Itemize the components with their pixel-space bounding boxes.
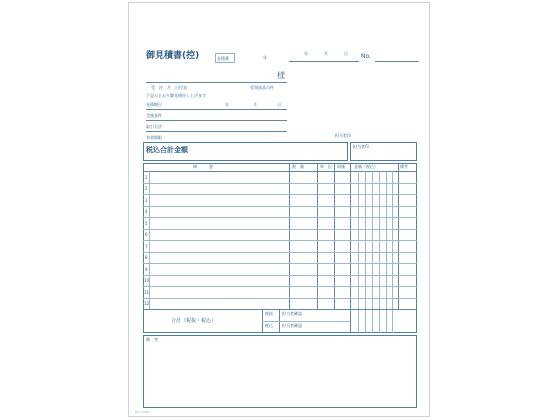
payment-terms: 取引方法 [146, 124, 162, 129]
row-line [143, 240, 417, 241]
valid-period: 有効期限 [146, 135, 162, 140]
row-number: 5 [145, 221, 148, 226]
row-line [143, 206, 417, 207]
day-label: 日 [344, 51, 348, 56]
intro-line: 下記のとおり御見積申し上げます [146, 93, 206, 98]
row-line [143, 275, 417, 276]
row-line [143, 229, 417, 230]
valid-year: 年 [225, 102, 229, 107]
valid-underline [146, 109, 287, 110]
no-underline [375, 61, 419, 62]
no-label: No. [361, 53, 371, 60]
row-number: 2 [145, 186, 148, 191]
header-divider [143, 171, 417, 172]
sum-mid-line [262, 321, 350, 322]
note-right-1: 担当者確認 [282, 311, 302, 316]
notes-label: 備 考 [146, 337, 158, 342]
row-line [143, 286, 417, 287]
stamp-label: 担当者印 [335, 133, 351, 138]
recipient-underline [146, 82, 287, 83]
row-line [143, 183, 417, 184]
row-number: 10 [144, 278, 150, 283]
row-number: 12 [144, 301, 150, 306]
remarks-col-line [398, 163, 399, 309]
estimate-form-sheet [128, 2, 430, 417]
payment-terms-underline [146, 131, 287, 132]
row-line [143, 298, 417, 299]
col-remarks: 備考 [400, 164, 408, 169]
qty-col-line [289, 163, 290, 309]
delivery-right: 受領部品の件 [250, 85, 274, 90]
col-unit: 単 位 [320, 164, 332, 169]
row-number: 3 [145, 198, 148, 203]
valid-month: 月 [253, 102, 257, 107]
form-title: 御見積書(控) [146, 51, 200, 61]
date-underline [289, 61, 359, 62]
amount-col-line [350, 163, 351, 333]
items-table [143, 163, 417, 333]
row-line [143, 217, 417, 218]
row-number: 6 [145, 232, 148, 237]
row-number: 4 [145, 209, 148, 214]
footer-code: ｷﾖｳ ﾐ-100 [135, 410, 149, 414]
delivery-label: 受 注 月 日付発 [151, 85, 187, 90]
delivery-terms: 受渡条件 [146, 113, 162, 118]
row-number: 8 [145, 255, 148, 260]
sum-label: 合計（税抜・税込） [171, 318, 217, 324]
total-label: 税込合計金額 [146, 146, 188, 154]
notes-box [143, 335, 417, 408]
valid-label: 見積期日 [146, 102, 162, 107]
table-body-end [143, 309, 417, 310]
col-qty: 数 量 [292, 164, 304, 169]
col-amount: 金額（税込） [354, 164, 378, 169]
row-number: 11 [144, 290, 150, 295]
issue-box [215, 53, 235, 63]
tax-label-1: 税抜 [265, 311, 273, 316]
note-right-2: 担当者確認 [282, 323, 302, 328]
tax-label-2: 税込 [265, 323, 273, 328]
row-number: 9 [145, 267, 148, 272]
row-line [143, 263, 417, 264]
col-item: 摘 要 [193, 164, 213, 169]
row-number: 1 [145, 175, 148, 180]
valid-day: 日 [277, 102, 281, 107]
row-number: 7 [145, 244, 148, 249]
row-line [143, 194, 417, 195]
issue-box-label: 見積番 [217, 56, 229, 61]
honorific: 様 [277, 71, 285, 80]
price-col-line [334, 163, 335, 309]
year-label: 年 [304, 51, 308, 56]
row-line [143, 252, 417, 253]
col-unit-price: 単価 [337, 164, 345, 169]
staff-label: 担当者印 [353, 144, 369, 149]
delivery-terms-underline [146, 120, 287, 121]
unit-col-line [317, 163, 318, 309]
month-label: 月 [324, 51, 328, 56]
stamp-mark: 年 [263, 55, 267, 60]
